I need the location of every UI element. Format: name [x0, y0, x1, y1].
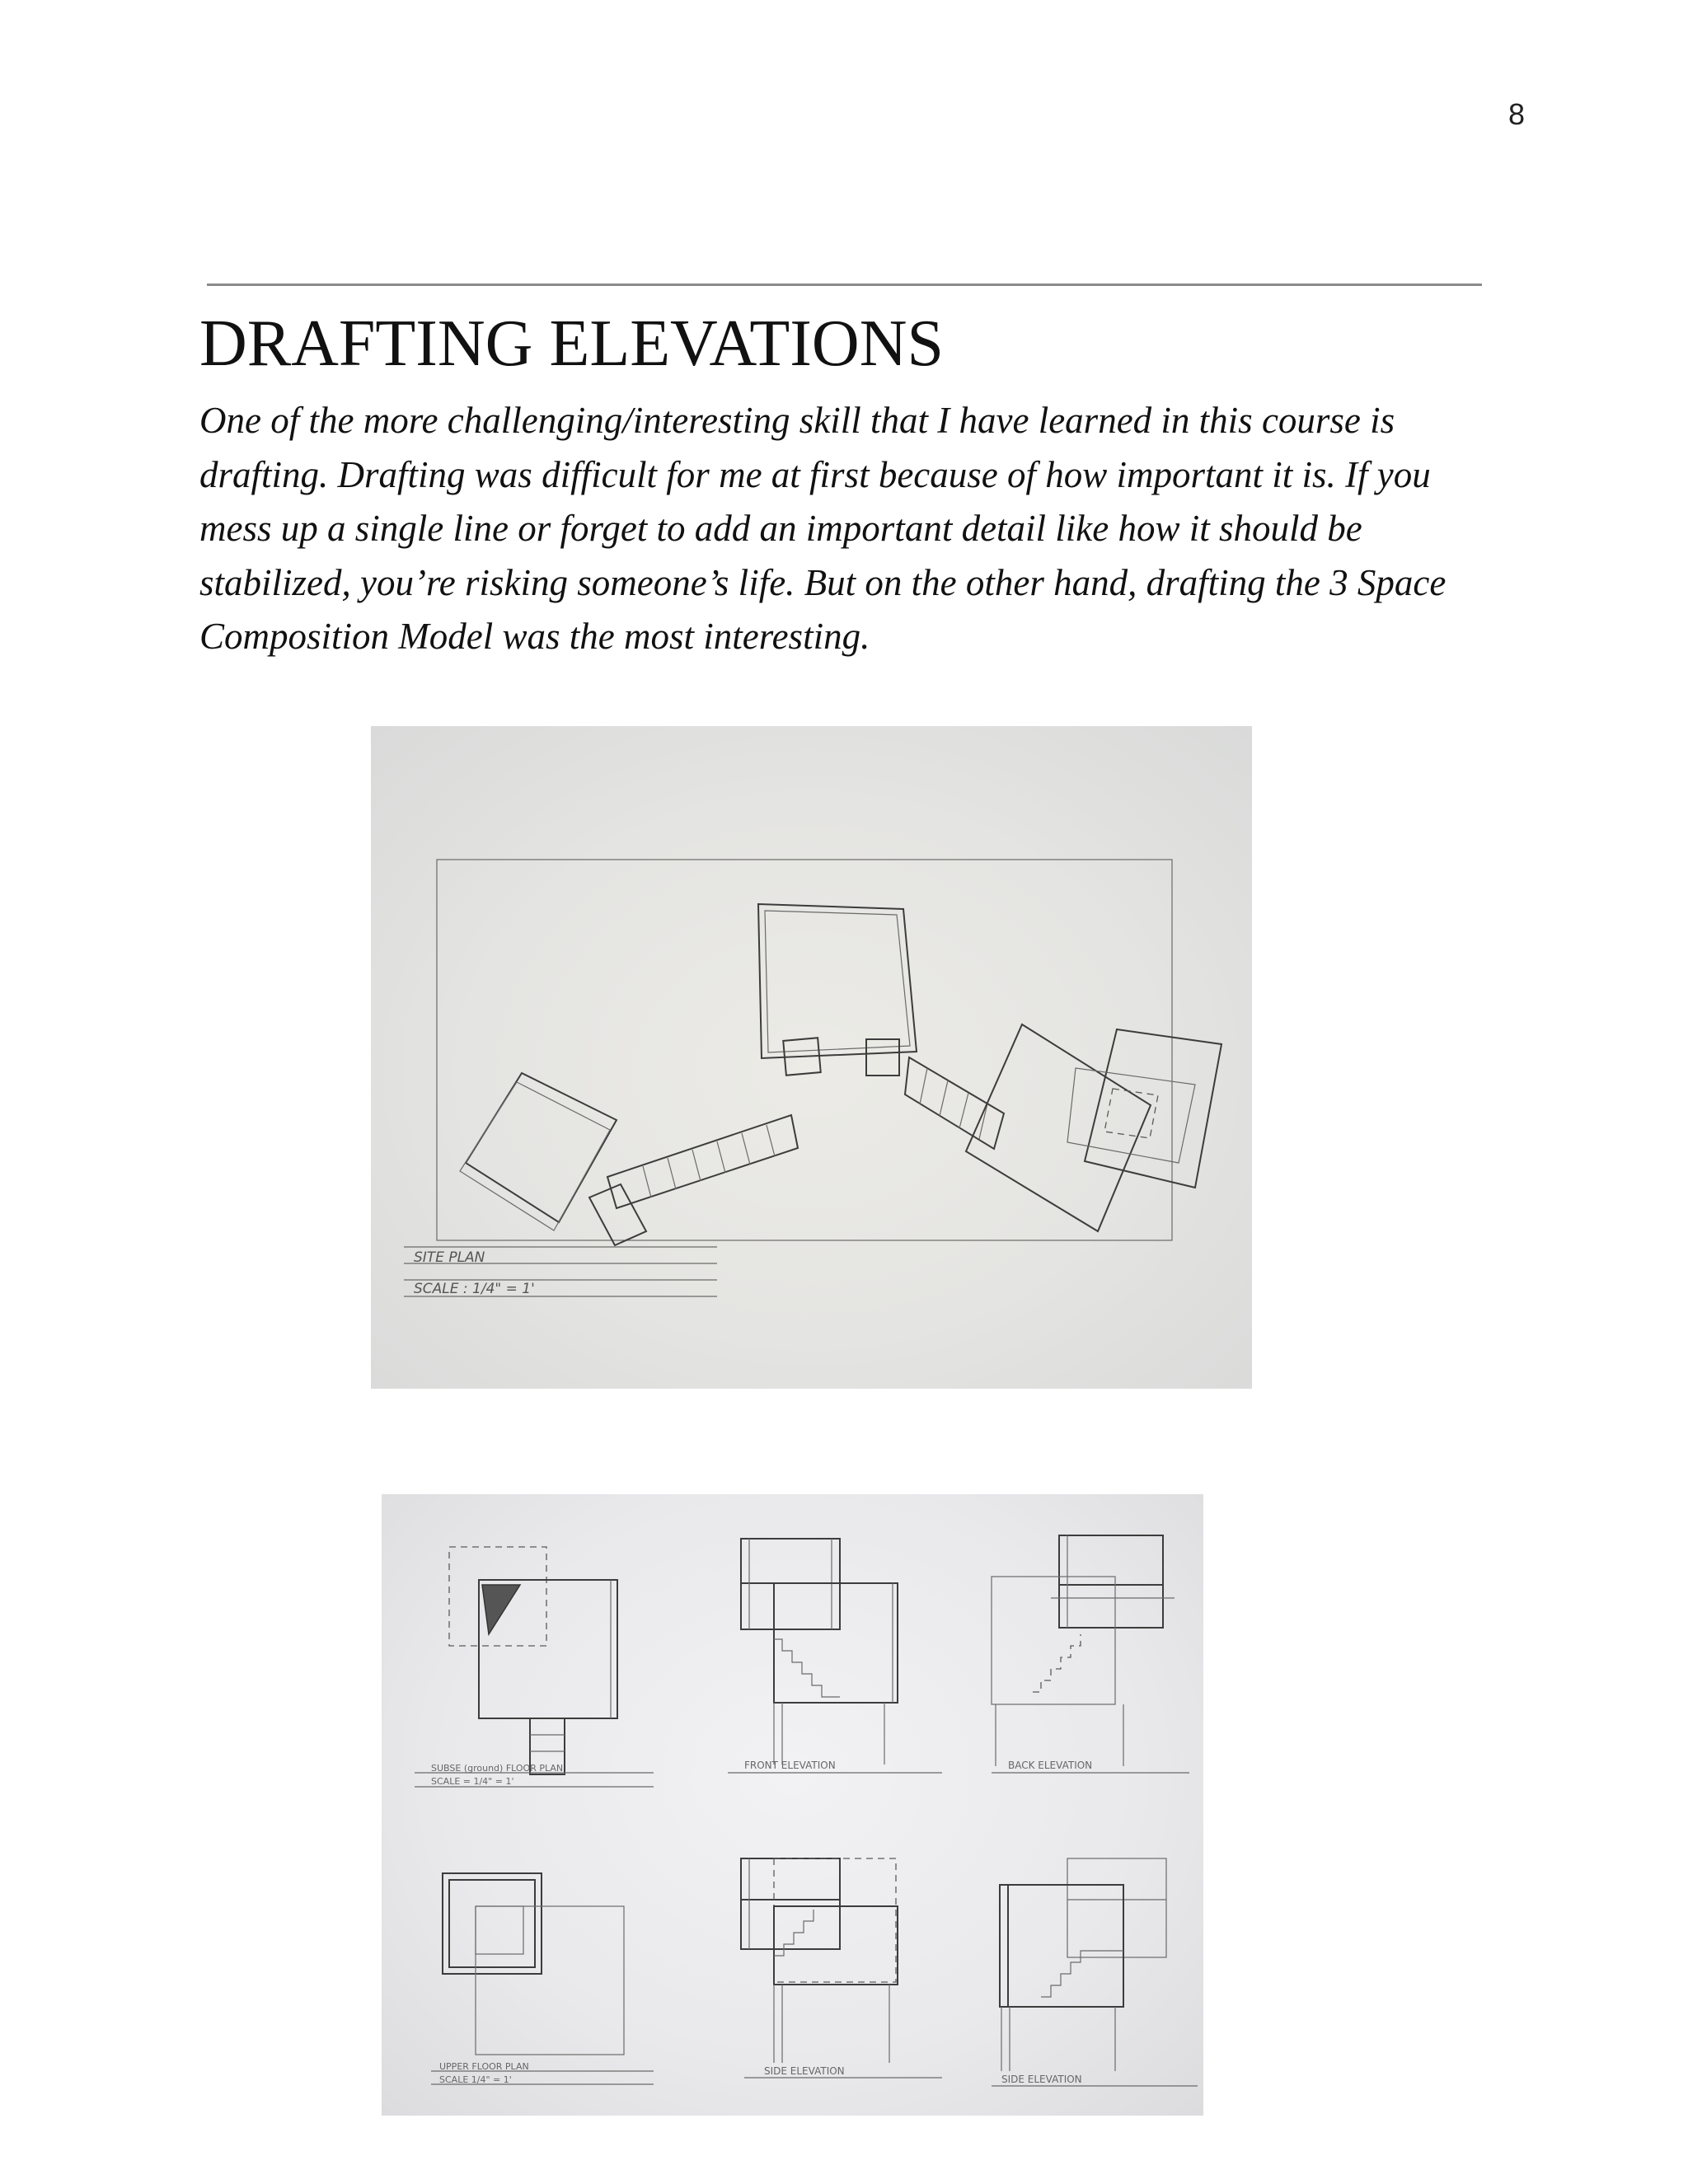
side-elevation-1	[741, 1858, 942, 2078]
back-elevation-label: BACK ELEVATION	[1008, 1760, 1093, 1771]
site-plan-label: SITE PLAN	[414, 1249, 485, 1266]
body-paragraph: One of the more challenging/interesting skill that I have learned in this course is drafting. Drafting was difficult for me at first because of how important it is. If you mess up a single line or forget to add an important detail like how it should be stabilized, you’re risking someone’s life. But on the other hand, drafting the 3 Space Composition Model was the most interesting.	[199, 400, 1447, 657]
side-elevation-label-2: SIDE ELEVATION	[1001, 2074, 1082, 2085]
site-plan-photo	[371, 726, 1252, 1389]
right-stair	[905, 1057, 1004, 1149]
elevations-drawing	[382, 1494, 1203, 2116]
center-room	[758, 904, 917, 1058]
site-plan-drawing	[371, 726, 1252, 1389]
upper-plan-label: UPPER FLOOR PLAN	[439, 2061, 529, 2072]
upper-plan-scale: SCALE 1/4" = 1'	[439, 2074, 512, 2085]
ground-plan-label: SUBSE (ground) FLOOR PLAN	[431, 1763, 564, 1774]
header-divider	[207, 284, 1482, 286]
step-block-right	[866, 1039, 899, 1076]
ground-floor-plan	[415, 1547, 654, 1787]
section-title: DRAFTING ELEVATIONS	[199, 307, 944, 380]
left-stair	[607, 1115, 798, 1208]
page-number: 8	[1507, 97, 1525, 131]
site-plan-scale: SCALE : 1/4" = 1'	[414, 1281, 535, 1297]
right-rooms	[966, 1024, 1221, 1231]
back-elevation	[992, 1535, 1189, 1773]
front-elevation	[728, 1539, 942, 1773]
side-elevation-2	[992, 1858, 1198, 2086]
side-elevation-label-1: SIDE ELEVATION	[764, 2065, 845, 2077]
upper-floor-plan	[431, 1873, 654, 2085]
elevations-photo	[382, 1494, 1203, 2116]
ground-plan-scale: SCALE = 1/4" = 1'	[431, 1776, 514, 1787]
front-elevation-label: FRONT ELEVATION	[744, 1760, 836, 1771]
left-room	[460, 1073, 646, 1245]
